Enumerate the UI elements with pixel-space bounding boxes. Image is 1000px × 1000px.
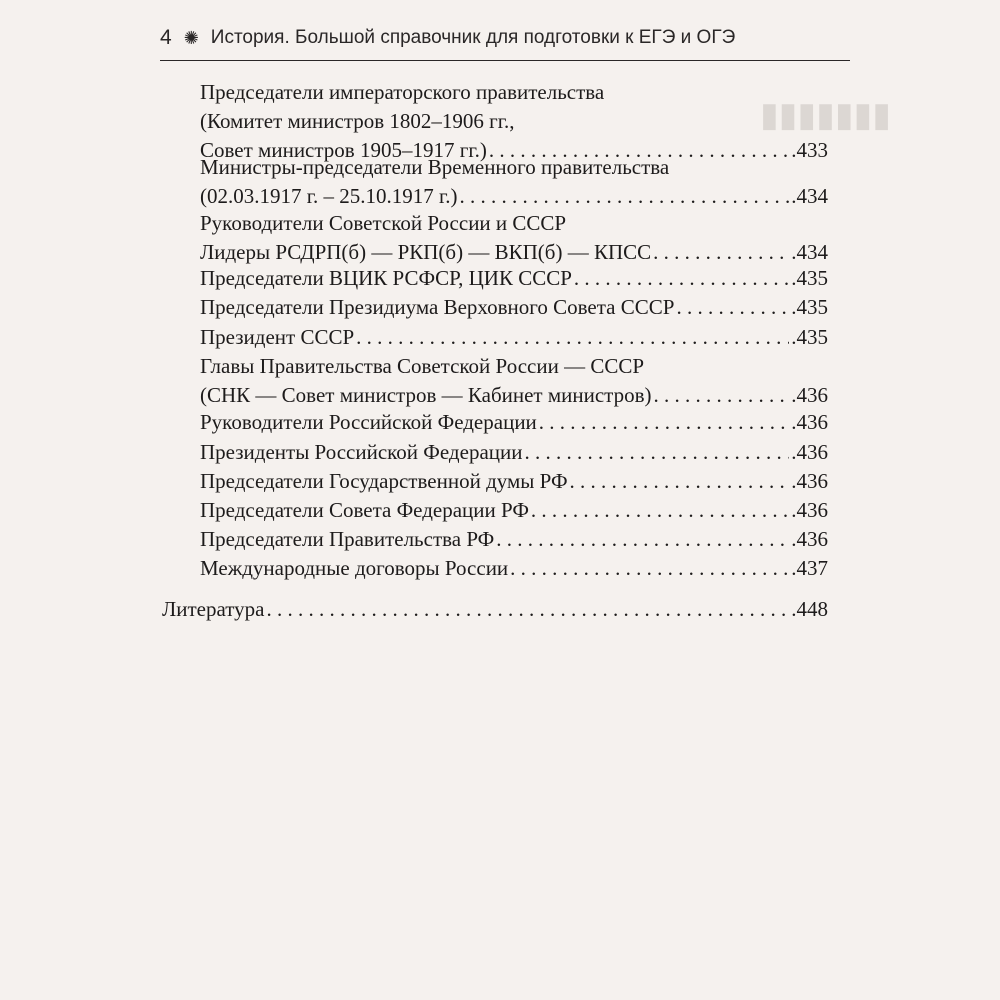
toc-entry[interactable] (200, 264, 828, 293)
toc-entry-title: Руководители Советской России и СССР (200, 211, 567, 235)
page-number: 4 (160, 26, 172, 49)
toc-entry-title: Министры-председатели Временного правительства (200, 155, 670, 179)
toc-page-number: .435 (791, 295, 828, 319)
header-rule (160, 60, 850, 61)
leader-dots (510, 554, 789, 583)
toc-entry-title: (02.03.1917 г. – 25.10.1917 г.) (200, 184, 458, 208)
toc-entry-title: Международные договоры России (200, 556, 509, 580)
toc-entry[interactable] (200, 209, 828, 267)
toc-page-number: .436 (791, 498, 828, 522)
toc-entry[interactable] (200, 408, 828, 437)
toc-page-number: .434 (791, 184, 828, 208)
running-header (160, 26, 850, 50)
toc-entry-title: Председатели Президиума Верховного Совета СССР (200, 295, 675, 319)
toc-entry[interactable] (200, 78, 828, 165)
toc-entry[interactable] (200, 293, 828, 322)
toc-entry[interactable] (200, 323, 828, 352)
toc-page-number: .435 (791, 325, 828, 349)
toc-entry-title: Литература (162, 597, 265, 621)
leader-dots (496, 525, 789, 554)
toc-entry-title: Председатели Совета Федерации РФ (200, 498, 529, 522)
leader-dots (676, 293, 789, 322)
toc-entry-title: Президент СССР (200, 325, 355, 349)
toc-entry[interactable] (200, 438, 828, 467)
leader-dots (654, 381, 790, 410)
bleed-through-decoration: ▮▮▮▮▮▮▮ (760, 97, 891, 134)
toc-entry-title: Совет министров 1905–1917 гг.) (200, 138, 487, 162)
ornament-icon: ✺ (183, 27, 199, 48)
toc-entry-title: (Комитет министров 1802–1906 гг., (200, 109, 515, 133)
leader-dots (356, 323, 789, 352)
leader-dots (570, 467, 790, 496)
toc-entry-title: Председатели императорского правительства (200, 80, 605, 104)
toc-page-number: .448 (791, 597, 828, 621)
toc-page-number: .436 (791, 469, 828, 493)
toc-entry[interactable] (200, 153, 828, 211)
leader-dots (266, 595, 789, 624)
leader-dots (653, 238, 789, 267)
toc-entry-title: (СНК — Совет министров — Кабинет министров) (200, 383, 652, 407)
toc-page-number: .436 (791, 410, 828, 434)
toc-page-number: .433 (791, 138, 828, 162)
toc-page-number: .436 (791, 383, 828, 407)
book-title: История. Большой справочник для подготовки к ЕГЭ и ОГЭ (210, 27, 736, 48)
toc-page-number: .434 (791, 240, 828, 264)
toc-entry[interactable] (200, 496, 828, 525)
toc-entry-title: Главы Правительства Советской России — СССР (200, 354, 645, 378)
toc-entry-title: Председатели Государственной думы РФ (200, 469, 568, 493)
leader-dots (524, 438, 789, 467)
toc-entry[interactable] (200, 525, 828, 554)
toc-entry-title: Руководители Российской Федерации (200, 410, 537, 434)
leader-dots (459, 182, 789, 211)
toc-entry-title: Председатели ВЦИК РСФСР, ЦИК СССР (200, 266, 572, 290)
toc-page-number: .436 (791, 527, 828, 551)
toc-page-number: .437 (791, 556, 828, 580)
toc-entry[interactable] (200, 467, 828, 496)
toc-entry-top-level[interactable] (162, 595, 828, 624)
leader-dots (539, 408, 789, 437)
toc-entry-title: Председатели Правительства РФ (200, 527, 495, 551)
toc-page-number: .435 (791, 266, 828, 290)
toc-entry-title: Президенты Российской Федерации (200, 440, 523, 464)
leader-dots (531, 496, 789, 525)
toc-entry[interactable] (200, 352, 828, 410)
toc-entry[interactable] (200, 554, 828, 583)
toc-page-number: .436 (791, 440, 828, 464)
leader-dots (574, 264, 789, 293)
toc-entry-title: Лидеры РСДРП(б) — РКП(б) — ВКП(б) — КПСС (200, 240, 652, 264)
